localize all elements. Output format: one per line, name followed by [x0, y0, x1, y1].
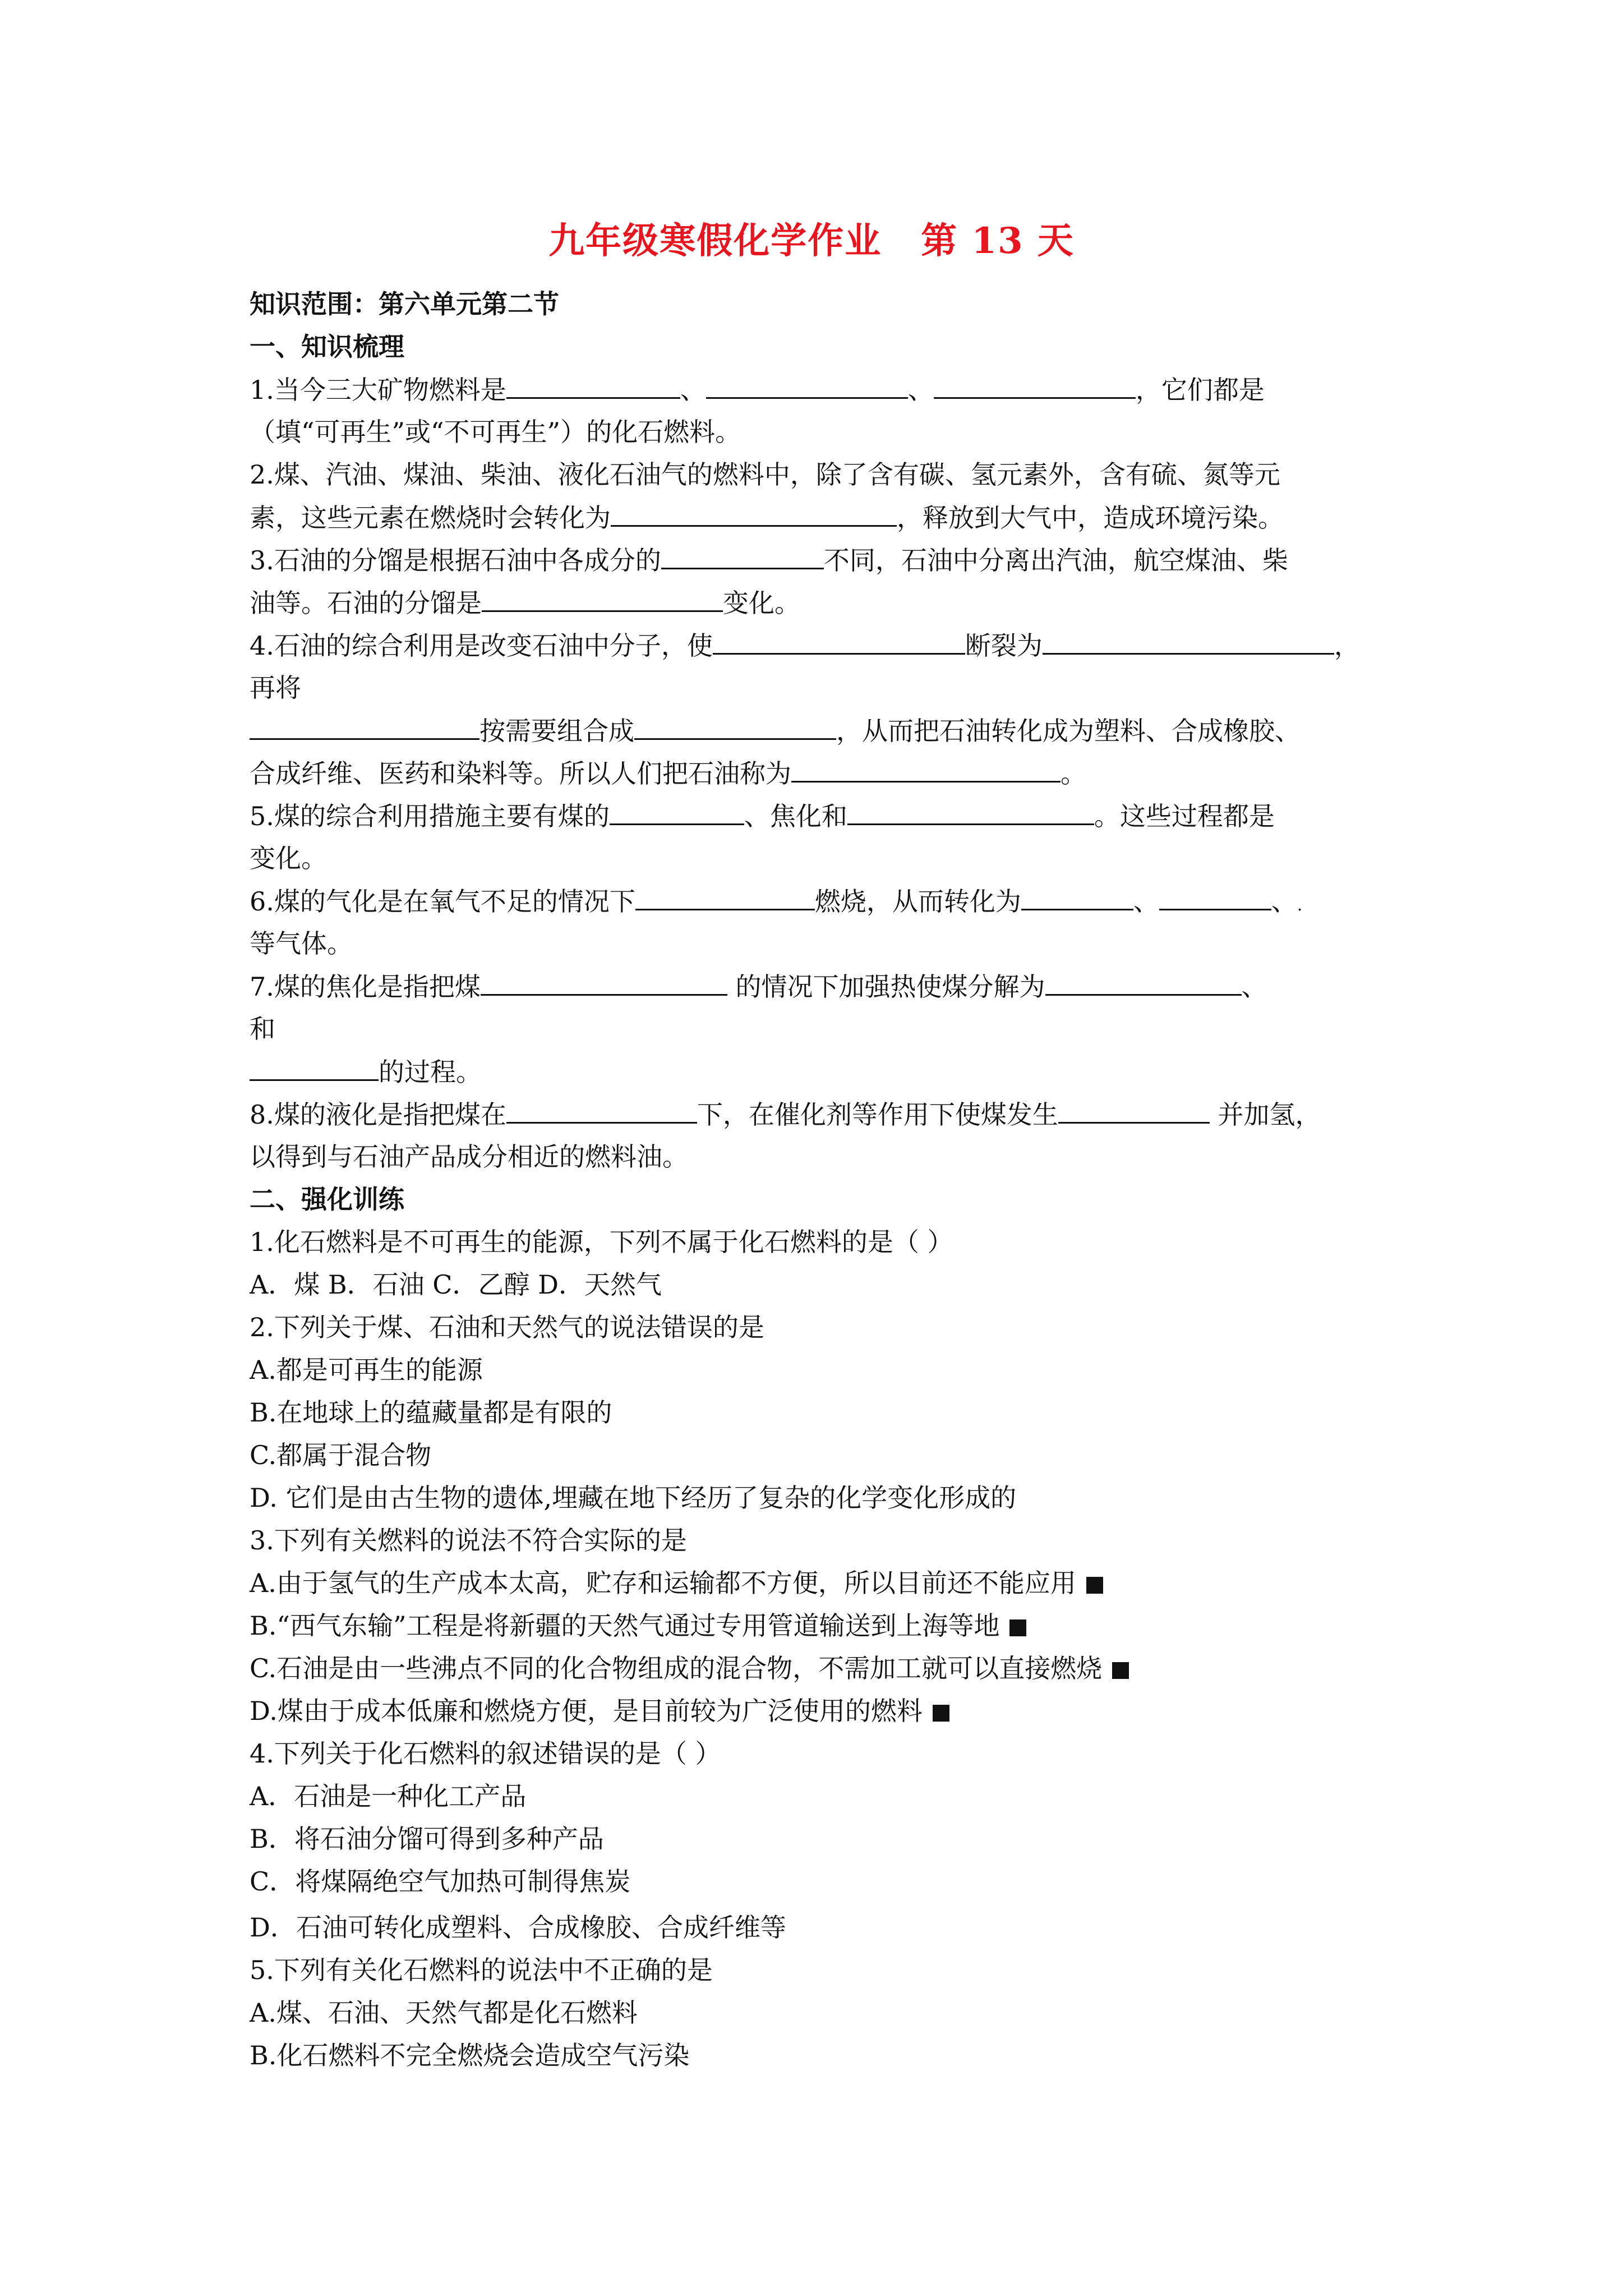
answer-blank[interactable]	[661, 543, 824, 569]
answer-blank[interactable]	[1159, 884, 1271, 910]
answer-blank[interactable]	[634, 714, 836, 740]
exercise-line: A.都是可再生的能源	[250, 1355, 483, 1385]
q4-line: 按需要组合成 ，从而把石油转化成为塑料、合成橡胶、	[250, 714, 1301, 748]
exercise-line: A.由于氢气的生产成本太高，贮存和运输都不方便，所以目前还不能应用	[250, 1566, 1103, 1600]
q3-line: 3.石油的分馏是根据石油中各成分的 不同，石油中分离出汽油，航空煤油、柴	[250, 543, 1288, 577]
square-mark-icon	[1086, 1577, 1103, 1594]
exercise-line: 4.下列关于化石燃料的叙述错误的是（ ）	[250, 1738, 721, 1769]
exercise-line: B.在地球上的蕴藏量都是有限的	[250, 1397, 612, 1428]
answer-blank[interactable]	[1058, 1097, 1210, 1124]
exercise-line: D. 它们是由古生物的遗体,埋藏在地下经历了复杂的化学变化形成的	[250, 1483, 1017, 1513]
exercise-line: B.化石燃料不完全燃烧会造成空气污染	[250, 2040, 690, 2070]
q2-line: 素，这些元素在燃烧时会转化为 ，释放到大气中，造成环境污染。	[250, 500, 1284, 535]
answer-blank[interactable]	[250, 714, 479, 740]
q1-line: 1.当今三大矿物燃料是 、 、 ，它们都是	[250, 372, 1265, 407]
q3-line: 油等。石油的分馏是 变化。	[250, 586, 800, 620]
q7-line: 和	[250, 1014, 275, 1044]
answer-blank[interactable]	[250, 1055, 379, 1081]
answer-blank[interactable]	[934, 372, 1136, 399]
answer-blank[interactable]	[847, 799, 1094, 825]
answer-blank[interactable]	[713, 628, 965, 655]
q5-line: 变化。	[250, 843, 327, 873]
answer-blank[interactable]	[1043, 628, 1334, 655]
answer-blank[interactable]	[706, 372, 908, 399]
title-day: 第 13 天	[921, 220, 1075, 262]
q2-line: 2.煤、汽油、煤油、柴油、液化石油气的燃料中，除了含有碳、氢元素外，含有硫、氮等元	[250, 459, 1280, 490]
q6-line: 6.煤的气化是在氧气不足的情况下 燃烧，从而转化为 、 、.	[250, 884, 1302, 922]
answer-blank[interactable]	[1021, 884, 1133, 910]
exercise-line: 2.下列关于煤、石油和天然气的说法错误的是	[250, 1312, 764, 1342]
exercise-line: C.都属于混合物	[250, 1440, 432, 1470]
exercise-line: 3.下列有关燃料的说法不符合实际的是	[250, 1525, 687, 1556]
answer-blank[interactable]	[791, 756, 1061, 783]
answer-blank[interactable]	[610, 799, 744, 825]
exercise-line: D.煤由于成本低廉和燃烧方便，是目前较为广泛使用的燃料	[250, 1694, 949, 1728]
exercise-line: A．石油是一种化工产品	[250, 1781, 527, 1811]
q4-line: 合成纤维、医药和染料等。所以人们把石油称为 。	[250, 756, 1086, 790]
q8-line: 以得到与石油产品成分相近的燃料油。	[250, 1142, 688, 1172]
exercise-line: B.“西气东输”工程是将新疆的天然气通过专用管道输送到上海等地	[250, 1609, 1026, 1642]
exercise-line: 5.下列有关化石燃料的说法中不正确的是	[250, 1955, 713, 1985]
answer-blank[interactable]	[611, 500, 897, 527]
answer-blank[interactable]	[506, 1097, 697, 1124]
exercise-line: D．石油可转化成塑料、合成橡胶、合成纤维等	[250, 1912, 786, 1943]
q4-line: 4.石油的综合利用是改变石油中分子，使 断裂为 ，	[250, 628, 1360, 662]
exercise-line: C．将煤隔绝空气加热可制得焦炭	[250, 1866, 631, 1897]
q5-line: 5.煤的综合利用措施主要有煤的 、焦化和 。这些过程都是	[250, 799, 1275, 833]
square-mark-icon	[1112, 1662, 1129, 1679]
answer-blank[interactable]	[481, 969, 727, 996]
exercise-line: 1.化石燃料是不可再生的能源，下列不属于化石燃料的是（ ）	[250, 1227, 953, 1257]
knowledge-scope: 知识范围：第六单元第二节	[250, 289, 559, 319]
exercise-line: A．煤 B．石油 C．乙醇 D．天然气	[250, 1269, 662, 1300]
answer-blank[interactable]	[1045, 969, 1242, 996]
q8-line: 8.煤的液化是指把煤在 下，在催化剂等作用下使煤发生 并加氢，	[250, 1097, 1321, 1131]
worksheet-title	[0, 212, 1623, 264]
title-main: 九年级寒假化学作业	[548, 220, 882, 262]
square-mark-icon	[933, 1705, 949, 1722]
section-heading: 一、知识梳理	[250, 332, 404, 362]
square-mark-icon	[1009, 1619, 1026, 1636]
exercise-line: C.石油是由一些沸点不同的化合物组成的混合物，不需加工就可以直接燃烧	[250, 1651, 1129, 1685]
answer-blank[interactable]	[635, 884, 815, 910]
section-heading: 二、强化训练	[250, 1184, 404, 1214]
answer-blank[interactable]	[506, 372, 680, 399]
exercise-line: A.煤、石油、天然气都是化石燃料	[250, 1998, 638, 2028]
q7-line: 的过程。	[250, 1055, 482, 1089]
q1-line: （填“可再生”或“不可再生”）的化石燃料。	[250, 417, 741, 447]
q6-line: 等气体。	[250, 928, 353, 959]
q4-line: 再将	[250, 673, 301, 703]
q7-line: 7.煤的焦化是指把煤 的情况下加强热使煤分解为 、	[250, 969, 1267, 1004]
answer-blank[interactable]	[482, 586, 723, 612]
exercise-line: B．将石油分馏可得到多种产品	[250, 1824, 604, 1854]
